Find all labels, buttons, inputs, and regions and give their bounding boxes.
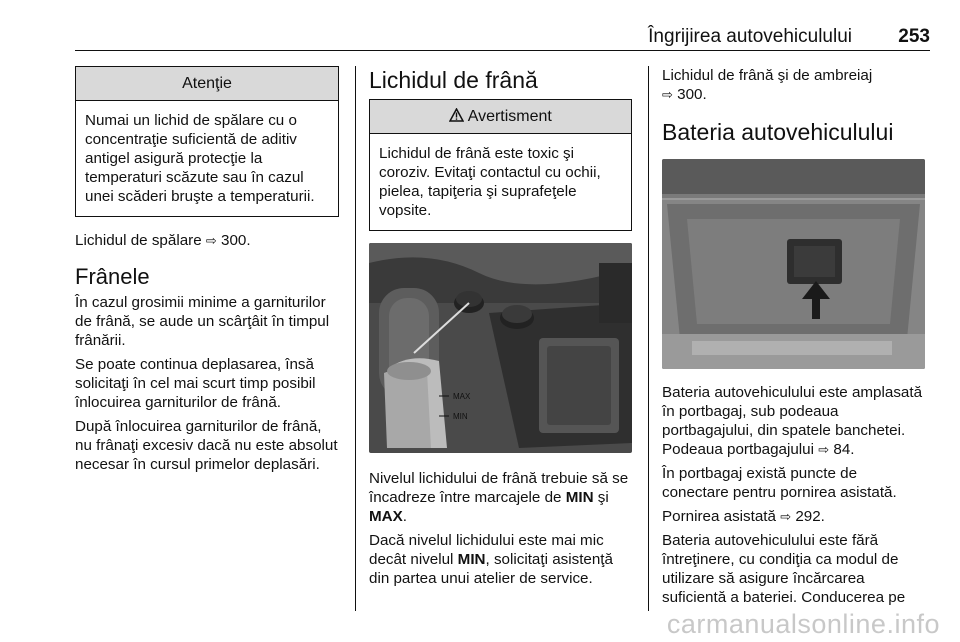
column-divider <box>355 66 356 611</box>
page-ref-arrow-icon: ⇨ <box>205 233 217 248</box>
low-level-paragraph: Dacă nivelul lichidului este mai mic decât nivelul MIN, solicitaţi asistenţă din partea unui atelier de service. <box>369 532 613 587</box>
notice-title: Atenţie <box>76 67 338 101</box>
battery-trunk-image <box>662 159 927 369</box>
brake-fluid-heading: Lichidul de frână <box>369 67 538 93</box>
page-ref-arrow-icon: ⇨ <box>780 509 792 524</box>
level-paragraph: Nivelul lichidului de frână trebuie să se încadreze între marcajele de MIN şi MAX. <box>369 470 629 525</box>
brake-reservoir-image <box>369 243 632 453</box>
header-title: Îngrijirea autovehiculului <box>648 26 852 47</box>
battery-location-paragraph: Bateria autovehiculului este amplasată în portbagaj, sub podeaua portbagajului, din spatele banchetei. Podeaua portbagajului ⇨ 84. <box>662 384 923 458</box>
battery-maintenance-paragraph: Bateria autovehiculului este fără întreţinere, cu condiţia ca modul de utilizare să asigure încărcarea suficientă a bateriei. Conducerea pe <box>662 532 906 606</box>
notice-text: Numai un lichid de spălare cu o concentraţie suficientă de aditiv antigel asigură protecţie la temperaturi scăzute sau în cazul unei scăderi bruşte a temperaturii. <box>85 112 315 205</box>
page-header <box>75 24 930 50</box>
washer-fluid-ref: Lichidul de spălare ⇨ 300. <box>75 232 251 249</box>
header-rule <box>75 50 930 51</box>
jump-start-ref: Pornirea asistată ⇨ 292. <box>662 508 825 525</box>
warning-text: Lichidul de frână este toxic şi coroziv. Evitaţi contactul cu ochii, pielea, tapiţeria şi suprafeţele vopsite. <box>379 145 601 219</box>
page-number: 253 <box>898 26 930 47</box>
notice-box <box>75 66 339 217</box>
min-mark-label: MIN <box>453 412 468 421</box>
warning-triangle-icon <box>449 108 468 125</box>
page-ref-arrow-icon: ⇨ <box>662 87 673 102</box>
column-divider <box>648 66 649 611</box>
column-2 <box>369 66 632 588</box>
brakes-paragraph: După înlocuirea garniturilor de frână, nu frânaţi excesiv dacă nu este absolut necesar în cursul primelor deplasări. <box>75 418 338 473</box>
brakes-heading: Frânele <box>75 264 150 289</box>
column-1 <box>75 66 339 474</box>
brakes-paragraph: Se poate continua deplasarea, însă solicitaţi în cel mai scurt timp posibil înlocuirea garniturilor de frână. <box>75 356 316 411</box>
battery-heading: Bateria autovehiculului <box>662 119 894 145</box>
watermark: carmanualsonline.info <box>666 609 940 639</box>
warning-title: Avertisment <box>467 108 552 125</box>
max-mark-label: MAX <box>453 392 471 401</box>
page-ref-arrow-icon: ⇨ <box>818 442 830 457</box>
warning-title-bar <box>370 100 631 134</box>
clutch-fluid-ref: Lichidul de frână şi de ambreiaj ⇨ 300. <box>662 67 873 103</box>
jump-start-points-paragraph: În portbagaj există puncte de conectare pentru pornirea asistată. <box>662 465 897 501</box>
column-3 <box>662 66 927 607</box>
warning-box <box>369 99 632 231</box>
brakes-paragraph: În cazul grosimii minime a garniturilor de frână, se aude un scârţâit în timpul frânării. <box>75 294 330 349</box>
